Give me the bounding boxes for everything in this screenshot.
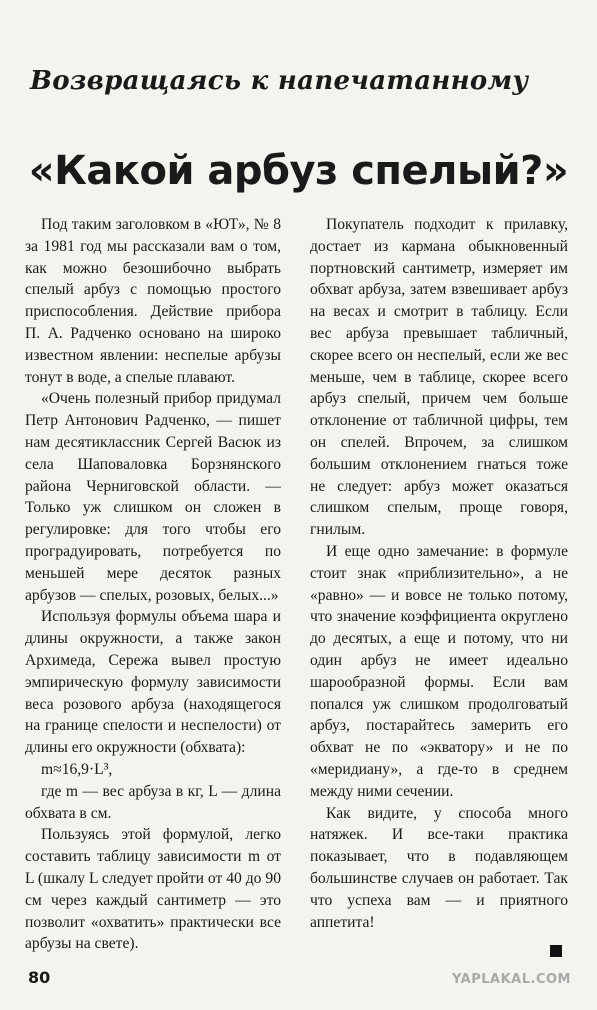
paragraph: Под таким заголовком в «ЮТ», № 8 за 1981 год мы рассказали вам о том, как можно безошибочно выбрать спелый арбуз с помощью простого приспособления. Действие прибора П. А. Радченко основано на широко известном явлении: неспелые арбузы тонут в воде, а спелые плавают. [25,216,281,386]
paragraph: Покупатель подходит к прилавку, достает из кармана обыкновенный портновский сантиметр, измеряет им обхват арбуза, затем взвешивает арбуз на весах и смотрит в таблицу. Если вес арбуза превышает табличный, скорее всего он неспелый, если же вес меньше, чем в таблице, скорее всего арбуз спелый, причем чем больше отклонение от табличной цифры, тем он спелей. Впрочем, за слишком большим отклонением гнаться тоже не следует: арбуз может оказаться слишком спелым, проще говоря, гнилым. [310,216,568,539]
paragraph: «Очень полезный прибор придумал Петр Антонович Радченко, — пишет нам десятиклассник Сергей Васюк из села Шаповаловка Борзнянского района Черниговской области. — Только уж слишком он сложен в регулировке: для того чтобы его проградуировать, потребуется по меньшей мере десяток разных арбузов — спелых, розовых, белых...» [25,390,281,604]
paragraph: Как видите, у способа много натяжек. И все-таки практика показывает, что в подавляющем большинстве случаев он работает. Так что успеха вам — и приятного аппетита! [310,804,568,931]
paragraph: где m — вес арбуза в кг, L — длина обхвата в см. [25,782,281,822]
paragraph: Используя формулы объема шара и длины окружности, а также закон Архимеда, Сережа вывел простую эмпирическую формулу зависимости веса розового арбуза (находящегося на границе спелости и неспелости) от длины его окружности (обхвата): [25,608,281,757]
paragraph: Пользуясь этой формулой, легко составить таблицу зависимости m от L (шкалу L следует пройти от 40 до 90 см через каждый сантиметр — это позволит «охватить» практически все арбузы на свете). [25,826,281,953]
right-column [310,214,568,933]
left-column [25,214,281,955]
section-rubric: Возвращаясь к напечатанному [30,66,529,96]
page-number: 80 [28,968,51,987]
square-icon [550,945,562,957]
article-headline: «Какой арбуз спелый?» [28,148,569,194]
formula: m≈16,9·L³, [41,760,113,778]
paragraph: И еще одно замечание: в формуле стоит знак «приблизительно», а не «равно» — и вовсе не только потому, что значение коэффициента округлено до десятых, а еще и потому, что ни один арбуз не имеет идеально шарообразной формы. Если вам попался уж слишком продолговатый арбуз, постарайтесь замерить его обхват не по «экватору» и не по «меридиану», а где-то в среднем между ними сечении. [310,542,568,800]
watermark: YAPLAKAL.COM [452,972,571,987]
end-of-article-mark [550,944,562,962]
